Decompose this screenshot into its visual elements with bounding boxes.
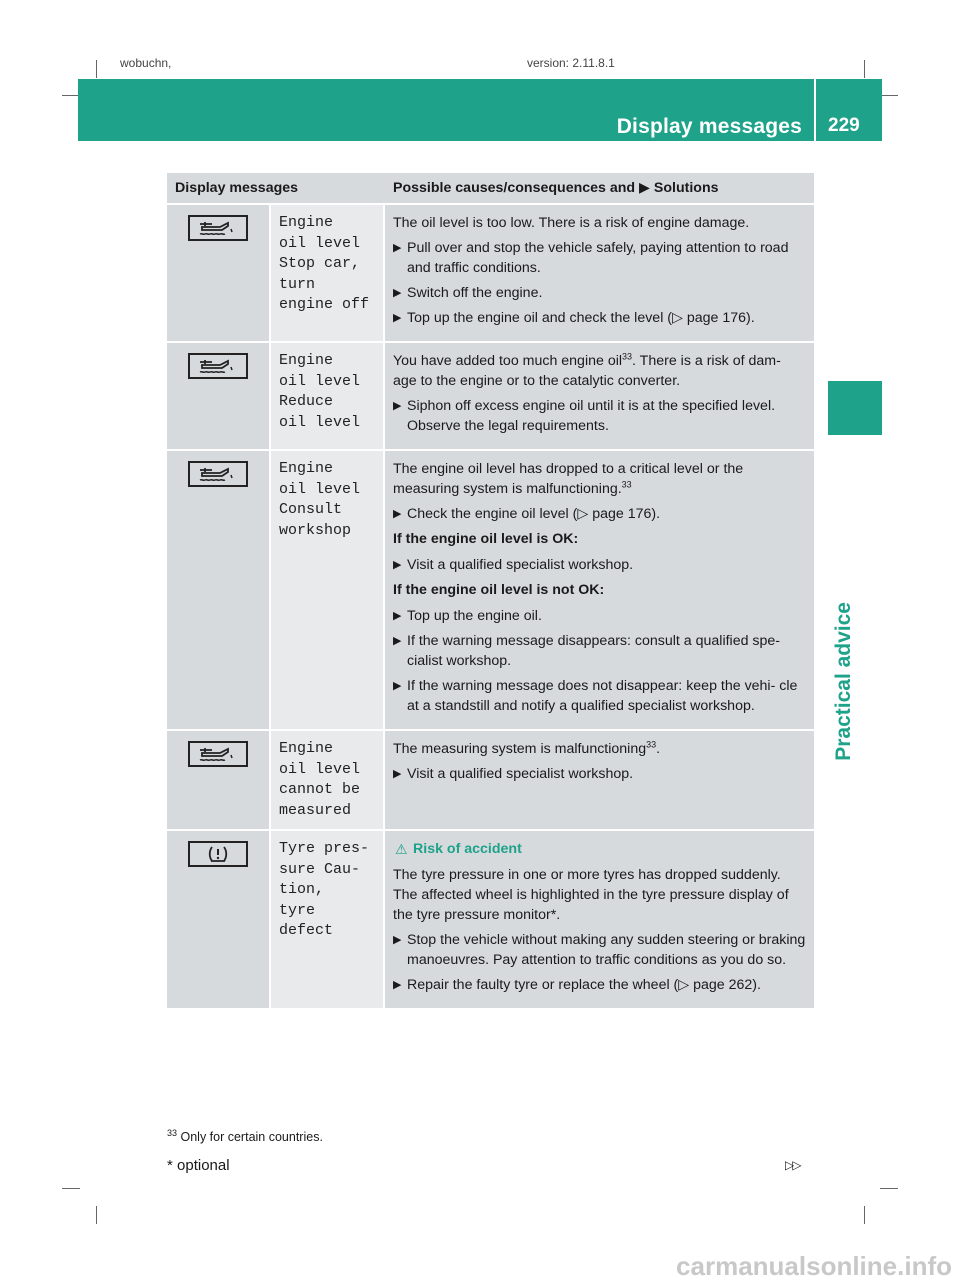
table-row (167, 451, 814, 731)
step-item: ▶ Top up the engine oil. (393, 608, 542, 624)
crop-mark (880, 1188, 898, 1189)
crop-mark (880, 95, 898, 96)
display-message-text: Engine oil level Consult workshop (279, 460, 361, 539)
section-label: Practical advice (832, 602, 855, 761)
cause-text: You have added too much engine oil$^{33}$. There is a risk of dam- age to the engine or to the catalytic converter. (393, 351, 781, 389)
arrow-icon: ▶ (393, 287, 402, 299)
table-row (167, 831, 814, 1010)
arrow-icon: ▶ (393, 508, 402, 520)
icon-cell (167, 343, 271, 451)
col-display-messages-header: Display messages (167, 173, 385, 205)
cause-text: The oil level is too low. There is a risk of engine damage. (393, 215, 750, 231)
arrow-icon: ▶ (393, 610, 402, 622)
message-cell (271, 451, 385, 731)
step-item: ▶ Visit a qualified specialist workshop. (393, 766, 634, 782)
table-row (167, 343, 814, 451)
crop-mark (96, 60, 97, 78)
watermark: carmanualsonline.info (676, 1251, 952, 1281)
page-title: Display messages (616, 115, 802, 138)
table-row (167, 731, 814, 831)
continue-arrows-icon: ▷▷ (785, 1158, 800, 1172)
section-tab (828, 381, 882, 435)
arrow-icon: ▶ (393, 400, 402, 412)
arrow-icon: ▶ (393, 635, 402, 647)
warning-triangle-icon: ⚠ (395, 841, 408, 857)
section-label-wrap (832, 602, 862, 802)
step-item: ▶ Siphon off excess engine oil until it is at the specified level. Observe the legal requirements. (393, 398, 776, 434)
col-solutions-header: Possible causes/consequences and ▶ Solutions (385, 173, 814, 205)
message-cell (271, 205, 385, 343)
step-item: ▶ If the warning message disappears: consult a qualified spe- cialist workshop. (393, 633, 781, 669)
arrow-icon: ▶ (393, 680, 402, 692)
condition-heading: If the engine oil level is OK: (393, 531, 579, 547)
display-message-text: Engine oil level cannot be measured (279, 740, 361, 819)
solution-cell (385, 831, 814, 1010)
solution-cell (385, 343, 814, 451)
step-item: ▶ Stop the vehicle without making any sudden steering or braking manoeuvres. Pay attention to traffic conditions as you do so. (393, 932, 806, 968)
step-item: ▶ Check the engine oil level (▷ page 176). (393, 506, 661, 522)
print-meta-left: wobuchn, (120, 56, 172, 70)
tyre-pressure-icon (188, 841, 248, 867)
footnote: $^{33}$ Only for certain countries. (167, 1127, 323, 1144)
table-header-row (167, 173, 814, 205)
cause-text: The engine oil level has dropped to a critical level or the measuring system is malfunctioning.$^{33}$ (393, 461, 744, 497)
oil-can-icon (188, 353, 248, 379)
table-row (167, 205, 814, 343)
icon-cell (167, 451, 271, 731)
crop-mark (96, 1206, 97, 1224)
arrow-icon: ▶ (393, 312, 402, 324)
oil-can-icon (188, 461, 248, 487)
icon-cell (167, 831, 271, 1010)
step-item: ▶ Switch off the engine. (393, 285, 543, 301)
message-cell (271, 343, 385, 451)
arrow-icon: ▶ (393, 559, 402, 571)
display-messages-table (167, 173, 814, 1010)
warning-heading: ⚠ Risk of accident (395, 841, 522, 857)
arrow-icon: ▶ (393, 979, 402, 991)
solution-cell (385, 731, 814, 831)
step-item: ▶ Pull over and stop the vehicle safely, paying attention to road and traffic conditions. (393, 240, 789, 276)
display-message-text: Tyre pres‐ sure Cau‐ tion, tyre defect (279, 840, 370, 939)
crop-mark (864, 1206, 865, 1224)
cause-text: The tyre pressure in one or more tyres has dropped suddenly. The affected wheel is highlighted in the tyre pressure display of the tyre pressure monitor*. (393, 867, 789, 923)
display-message-text: Engine oil level Reduce oil level (279, 352, 361, 431)
solution-cell (385, 451, 814, 731)
step-item: ▶ Top up the engine oil and check the level (▷ page 176). (393, 310, 755, 326)
arrow-icon: ▶ (393, 242, 402, 254)
crop-mark (62, 1188, 80, 1189)
print-meta-right: version: 2.11.8.1 (527, 56, 615, 70)
arrow-icon: ▶ (393, 934, 402, 946)
message-cell (271, 831, 385, 1010)
header-divider (814, 79, 816, 141)
icon-cell (167, 731, 271, 831)
step-item: ▶ If the warning message does not disappear: keep the vehi- cle at a standstill and notify a qualified specialist workshop. (393, 678, 798, 714)
arrow-icon: ▶ (393, 768, 402, 780)
cause-text: The measuring system is malfunctioning$^{33}$. (393, 739, 661, 757)
oil-can-icon (188, 741, 248, 767)
icon-cell (167, 205, 271, 343)
optional-note: * optional (167, 1157, 230, 1174)
crop-mark (864, 60, 865, 78)
step-item: ▶ Repair the faulty tyre or replace the wheel (▷ page 262). (393, 977, 761, 993)
oil-can-icon (188, 215, 248, 241)
page-number: 229 (828, 115, 860, 136)
display-message-text: Engine oil level Stop car, turn engine off (279, 214, 370, 313)
solution-cell (385, 205, 814, 343)
step-item: ▶ Visit a qualified specialist workshop. (393, 557, 634, 573)
condition-heading: If the engine oil level is not OK: (393, 582, 605, 598)
message-cell (271, 731, 385, 831)
